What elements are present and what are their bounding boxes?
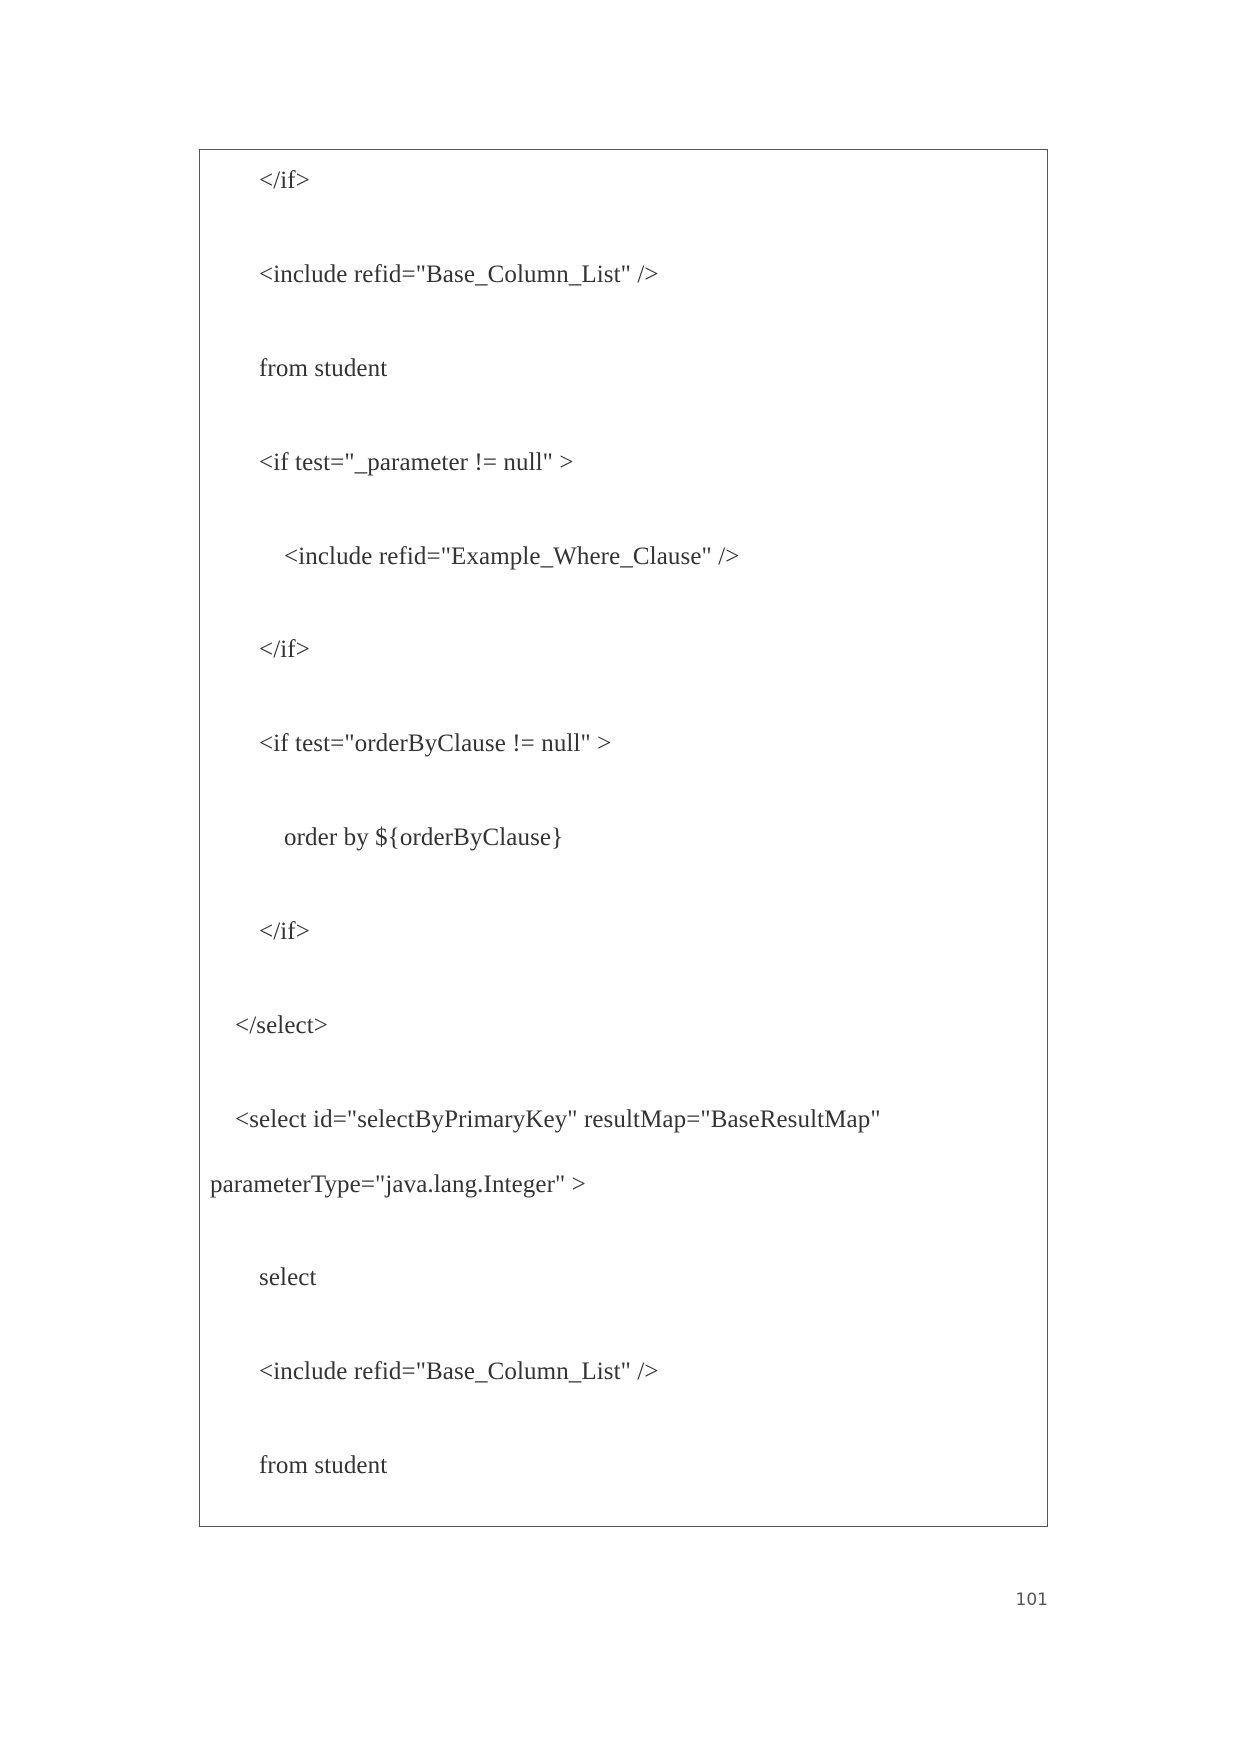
code-line: select [259,1264,317,1291]
code-line: <if test="_parameter != null" > [259,449,574,476]
code-line: <include refid="Example_Where_Clause" /> [284,543,740,570]
code-line: <if test="orderByClause != null" > [259,730,612,757]
code-line: <include refid="Base_Column_List" /> [259,261,659,288]
code-line: parameterType="java.lang.Integer" > [210,1171,586,1198]
code-line: </if> [259,636,310,663]
code-line: from student [259,355,388,382]
code-line: from student [259,1452,388,1479]
code-line: <select id="selectByPrimaryKey" resultMap="BaseResultMap" [235,1106,881,1133]
code-line: </select> [235,1012,328,1039]
code-line: </if> [259,918,310,945]
page-number: 101 [1015,1590,1048,1610]
code-line: order by ${orderByClause} [284,824,564,851]
code-line: </if> [259,167,310,194]
code-line: <include refid="Base_Column_List" /> [259,1358,659,1385]
